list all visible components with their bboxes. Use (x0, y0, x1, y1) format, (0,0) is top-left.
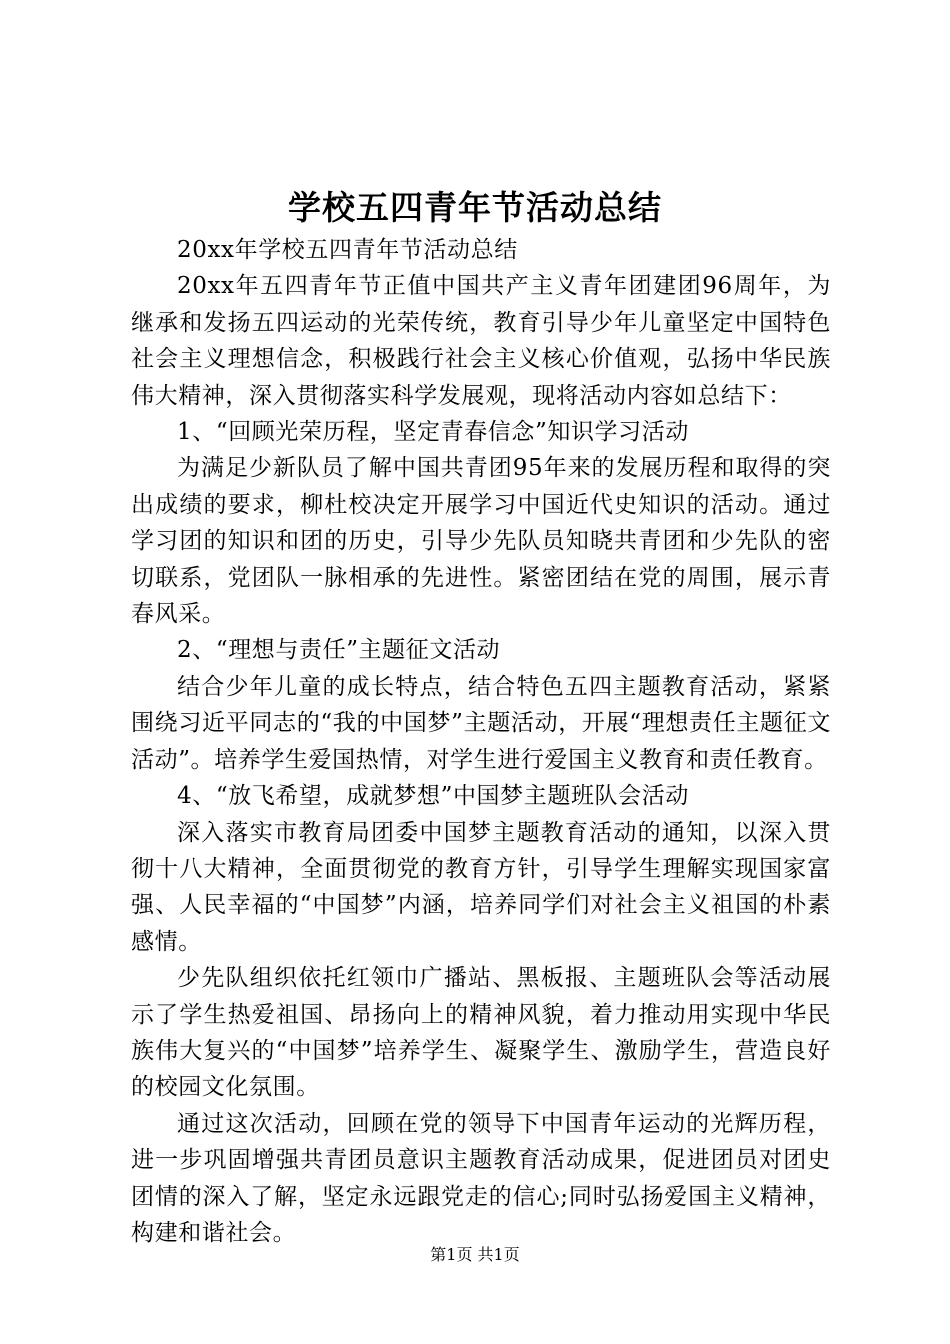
paragraph-conclusion: 通过这次活动，回顾在党的领导下中国青年运动的光辉历程，进一步巩固增强共青团员意识主题教育活动成果，促进团员对团史团情的深入了解，坚定永远跟党走的信心;同时弘扬爱国主义精神，构建和谐社会。 (131, 1110, 831, 1246)
paragraph-section-2: 结合少年儿童的成长特点，结合特色五四主题教育活动，紧紧围绕习近平同志的“我的中国梦”主题活动，开展“理想责任主题征文活动”。培养学生爱国热情，对学生进行爱国主义教育和责任教育。 (131, 673, 831, 773)
paragraph-intro: 20xx年五四青年节正值中国共产主义青年团建团96周年，为继承和发扬五四运动的光荣传统，教育引导少年儿童坚定中国特色社会主义理想信念，积极践行社会主义核心价值观，弘扬中华民族伟大精神，深入贯彻落实科学发展观，现将活动内容如总结下： (131, 273, 831, 409)
document-title: 学校五四青年节活动总结 (288, 188, 662, 227)
section-heading-1: 1、“回顾光荣历程，坚定青春信念”知识学习活动 (177, 419, 689, 446)
section-heading-4: 4、“放飞希望，成就梦想”中国梦主题班队会活动 (177, 783, 689, 810)
paragraph-section-4: 深入落实市教育局团委中国梦主题教育活动的通知，以深入贯彻十八大精神，全面贯彻党的教育方针，引导学生理解实现国家富强、人民幸福的“中国梦”内涵，培养同学们对社会主义祖国的朴素感情。 (131, 819, 831, 955)
paragraph-activities: 少先队组织依托红领巾广播站、黑板报、主题班队会等活动展示了学生热爱祖国、昂扬向上的精神风貌，着力推动用实现中华民族伟大复兴的“中国梦”培养学生、凝聚学生、激励学生，营造良好的校园文化氛围。 (131, 965, 831, 1101)
document-body (131, 232, 831, 1251)
paragraph-subtitle: 20xx年学校五四青年节活动总结 (177, 237, 518, 263)
section-heading-2: 2、“理想与责任”主题征文活动 (177, 637, 501, 664)
paragraph-section-1: 为满足少新队员了解中国共青团95年来的发展历程和取得的突出成绩的要求，柳杜校决定开展学习中国近代史知识的活动。通过学习团的知识和团的历史，引导少先队员知晓共青团和少先队的密切联系，党团队一脉相承的先进性。紧密团结在党的周围，展示青春风采。 (131, 455, 831, 628)
page-footer: 第1页 共1页 (430, 1245, 520, 1264)
